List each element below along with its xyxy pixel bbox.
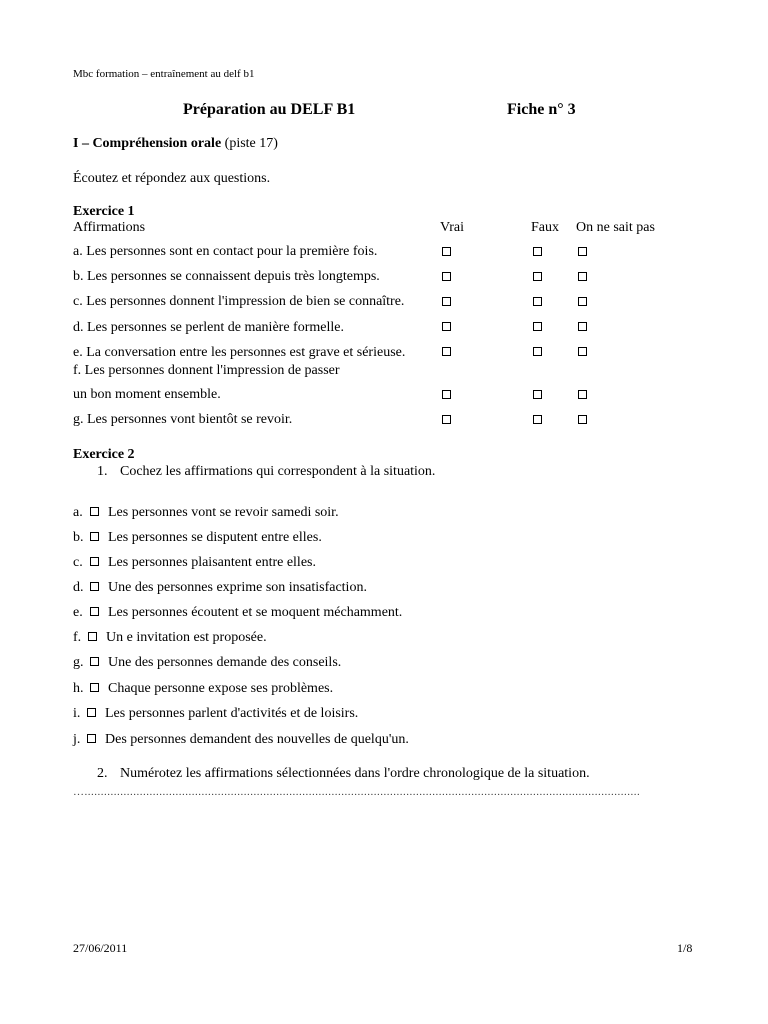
- ex1-row-b-true-checkbox[interactable]: [442, 272, 451, 281]
- footer-date: 27/06/2011: [73, 941, 128, 955]
- ex1-row-text: g. Les personnes vont bientôt se revoir.: [73, 412, 293, 427]
- sheet-number: Fiche n° 3: [507, 101, 576, 118]
- item-letter: a.: [73, 505, 83, 520]
- ex2-item-e-checkbox[interactable]: [90, 607, 99, 616]
- ex1-row-g-unknown-checkbox[interactable]: [578, 415, 587, 424]
- ex2-item-h-checkbox[interactable]: [90, 683, 99, 692]
- col-false: Faux: [531, 220, 559, 235]
- item-text: Une des personnes exprime son insatisfaction.: [108, 580, 367, 595]
- section-track: (piste 17): [224, 136, 278, 151]
- exercise2-heading: Exercice 2: [73, 447, 135, 462]
- item-text: Des personnes demandent des nouvelles de quelqu'un.: [105, 732, 409, 747]
- ex2-item-c-checkbox[interactable]: [90, 557, 99, 566]
- col-affirmations: Affirmations: [73, 220, 146, 235]
- item-letter: h.: [73, 681, 84, 696]
- ex1-row-e-true-checkbox[interactable]: [442, 347, 451, 356]
- page-number: 1/8: [677, 941, 693, 955]
- ex1-row-e-unknown-checkbox[interactable]: [578, 347, 587, 356]
- ex1-row-text: a. Les personnes sont en contact pour la première fois.: [73, 244, 378, 259]
- ex1-row-text: d. Les personnes se perlent de manière formelle.: [73, 320, 344, 335]
- ex2-item-b-checkbox[interactable]: [90, 532, 99, 541]
- ex1-row-text: b. Les personnes se connaissent depuis très longtemps.: [73, 269, 380, 284]
- ex1-row-a-false-checkbox[interactable]: [533, 247, 542, 256]
- answer-line[interactable]: …...........................................................................................................................................................................: [73, 786, 641, 796]
- item-text: Un e invitation est proposée.: [106, 630, 267, 645]
- ex2-item-g-checkbox[interactable]: [90, 657, 99, 666]
- ex1-row-a-true-checkbox[interactable]: [442, 247, 451, 256]
- item-letter: e.: [73, 605, 83, 620]
- ex1-row-d-true-checkbox[interactable]: [442, 322, 451, 331]
- item-text: Une des personnes demande des conseils.: [108, 655, 342, 670]
- ex2-item-i-checkbox[interactable]: [87, 708, 96, 717]
- ex1-row-text: e. La conversation entre les personnes est grave et sérieuse.: [73, 345, 406, 360]
- item-letter: i.: [73, 706, 81, 721]
- page-title: Préparation au DELF B1: [183, 101, 356, 118]
- ex1-row-d-false-checkbox[interactable]: [533, 322, 542, 331]
- ex1-row-f-false-checkbox[interactable]: [533, 390, 542, 399]
- item-text: Les personnes se disputent entre elles.: [108, 530, 322, 545]
- ex1-row-c-true-checkbox[interactable]: [442, 297, 451, 306]
- item-letter: f.: [73, 630, 82, 645]
- question-text: Cochez les affirmations qui correspondent à la situation.: [120, 464, 436, 479]
- ex1-row-f-unknown-checkbox[interactable]: [578, 390, 587, 399]
- item-text: Chaque personne expose ses problèmes.: [108, 681, 334, 696]
- ex1-row-d-unknown-checkbox[interactable]: [578, 322, 587, 331]
- item-letter: j.: [73, 732, 81, 747]
- ex1-row-c-false-checkbox[interactable]: [533, 297, 542, 306]
- running-head: Mbc formation – entraînement au delf b1: [73, 68, 255, 80]
- item-text: Les personnes plaisantent entre elles.: [108, 555, 316, 570]
- item-letter: c.: [73, 555, 83, 570]
- ex1-row-b-unknown-checkbox[interactable]: [578, 272, 587, 281]
- ex1-row-a-unknown-checkbox[interactable]: [578, 247, 587, 256]
- item-text: Les personnes écoutent et se moquent méchamment.: [108, 605, 403, 620]
- ex1-row-b-false-checkbox[interactable]: [533, 272, 542, 281]
- ex2-item-j-checkbox[interactable]: [87, 734, 96, 743]
- section-heading: [73, 136, 278, 152]
- ex1-row-g-false-checkbox[interactable]: [533, 415, 542, 424]
- ex2-item-d-checkbox[interactable]: [90, 582, 99, 591]
- col-unknown: On ne sait pas: [576, 220, 655, 235]
- ex1-row-g-true-checkbox[interactable]: [442, 415, 451, 424]
- question-text: Numérotez les affirmations sélectionnées dans l'ordre chronologique de la situation.: [120, 766, 590, 781]
- ex1-row-text: f. Les personnes donnent l'impression de passer: [73, 363, 340, 378]
- ex1-row-text: c. Les personnes donnent l'impression de bien se connaître.: [73, 294, 405, 309]
- item-text: Les personnes parlent d'activités et de loisirs.: [105, 706, 359, 721]
- question-number: 1.: [97, 464, 108, 479]
- ex1-row-c-unknown-checkbox[interactable]: [578, 297, 587, 306]
- ex2-item-a-checkbox[interactable]: [90, 507, 99, 516]
- item-letter: g.: [73, 655, 84, 670]
- ex1-row-text-continued: un bon moment ensemble.: [73, 387, 221, 402]
- item-text: Les personnes vont se revoir samedi soir.: [108, 505, 339, 520]
- ex1-row-e-false-checkbox[interactable]: [533, 347, 542, 356]
- section-label: I – Compréhension orale: [73, 136, 222, 151]
- ex1-row-f-true-checkbox[interactable]: [442, 390, 451, 399]
- ex2-item-f-checkbox[interactable]: [88, 632, 97, 641]
- item-letter: b.: [73, 530, 84, 545]
- instruction-text: Écoutez et répondez aux questions.: [73, 171, 271, 186]
- exercise1-heading: Exercice 1: [73, 204, 135, 219]
- question-number: 2.: [97, 766, 108, 781]
- col-true: Vrai: [440, 220, 465, 235]
- item-letter: d.: [73, 580, 84, 595]
